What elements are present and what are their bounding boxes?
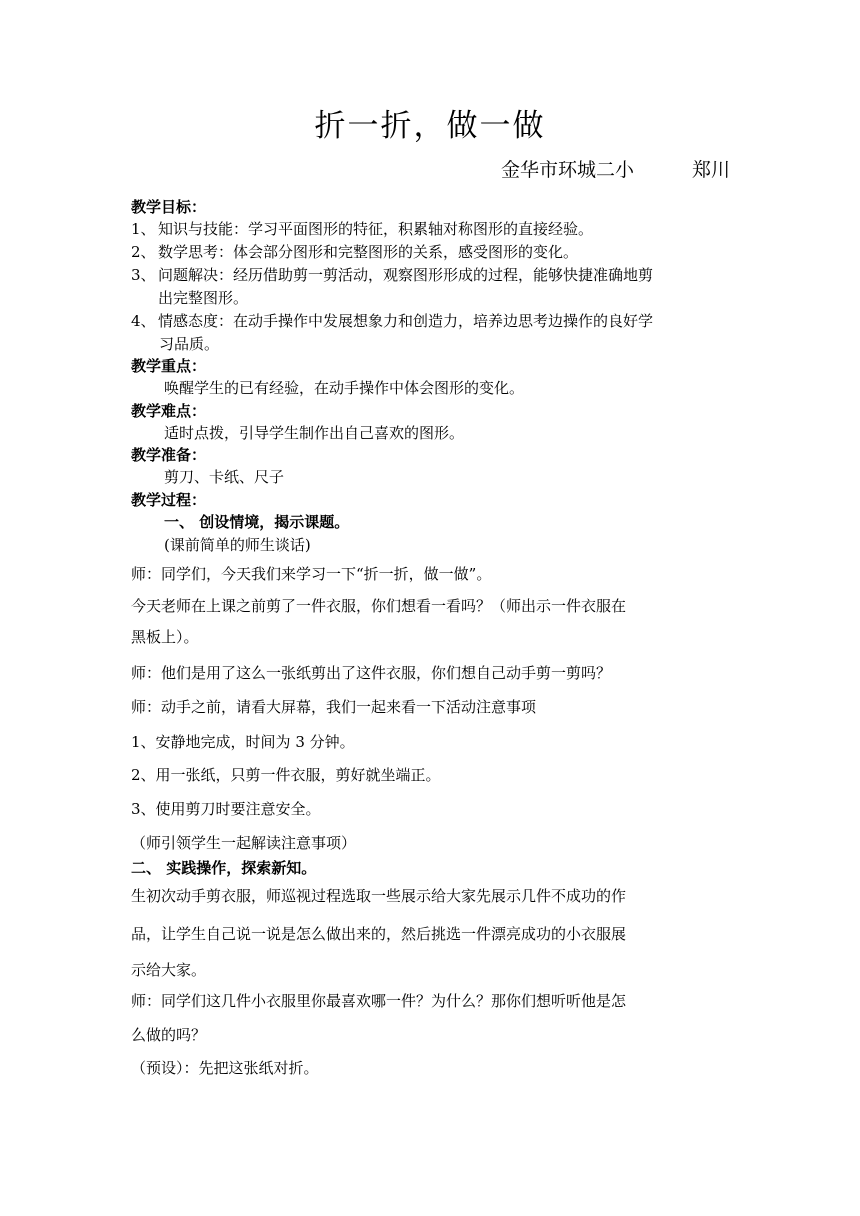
section-2-paragraph-2: 师：同学们这几件小衣服里你最喜欢哪一件？为什么？那你们想听听他是怎 bbox=[131, 992, 627, 1010]
section-2-paragraph-3: （预设）：先把这张纸对折。 bbox=[131, 1059, 319, 1077]
objective-item-2 bbox=[131, 241, 731, 263]
section-1-note: (课前简单的师生谈话) bbox=[164, 536, 311, 554]
objectives-heading: 教学目标： bbox=[131, 198, 207, 216]
section-2-paragraph-2-continued: 么做的吗？ bbox=[131, 1026, 207, 1044]
objective-text: 数学思考：体会部分图形和完整图形的关系，感受图形的变化。 bbox=[158, 243, 579, 261]
rule-item-2: 2、用一张纸，只剪一件衣服，剪好就坐端正。 bbox=[131, 766, 441, 784]
objective-number: 4、 bbox=[131, 312, 156, 330]
objective-text: 情感态度：在动手操作中发展想象力和创造力，培养边思考边操作的良好学 bbox=[158, 312, 654, 330]
objective-item-3-continued: 出完整图形。 bbox=[158, 289, 249, 307]
section-1-paragraph-4: 师：动手之前，请看大屏幕，我们一起来看一下活动注意事项 bbox=[131, 698, 537, 716]
objective-text: 知识与技能：学习平面图形的特征，积累轴对称图形的直接经验。 bbox=[158, 220, 594, 238]
document-title: 折一折，做一做 bbox=[314, 108, 546, 144]
rule-item-3: 3、使用剪刀时要注意安全。 bbox=[131, 800, 321, 818]
key-points-text: 唤醒学生的已有经验，在动手操作中体会图形的变化。 bbox=[164, 379, 525, 397]
objective-item-4 bbox=[131, 310, 731, 332]
author-school: 金华市环城二小 bbox=[500, 159, 634, 181]
author-line bbox=[501, 156, 730, 184]
section-1-paragraph-3: 师：他们是用了这么一张纸剪出了这件衣服，你们想自己动手剪一剪吗？ bbox=[131, 664, 612, 682]
objective-number: 1、 bbox=[131, 220, 156, 238]
section-2-heading: 二、 实践操作，探索新知。 bbox=[131, 859, 317, 877]
objective-item-4-continued: 习品质。 bbox=[159, 335, 220, 353]
objective-text: 问题解决：经历借助剪一剪活动，观察图形形成的过程，能够快捷准确地剪 bbox=[158, 266, 654, 284]
preparation-text: 剪刀、卡纸、尺子 bbox=[164, 468, 285, 486]
key-points-heading: 教学重点： bbox=[131, 357, 207, 375]
section-1-heading: 一、 创设情境，揭示课题。 bbox=[164, 513, 350, 531]
section-1-paragraph-2: 今天老师在上课之前剪了一件衣服，你们想看一看吗？（师出示一件衣服在 bbox=[131, 597, 627, 615]
section-2-paragraph-1-line-3: 示给大家。 bbox=[131, 961, 207, 979]
objective-number: 2、 bbox=[131, 243, 156, 261]
section-2-paragraph-1-line-2: 品，让学生自己说一说是怎么做出来的，然后挑选一件漂亮成功的小衣服展 bbox=[131, 925, 627, 943]
objective-number: 3、 bbox=[131, 266, 156, 284]
preparation-heading: 教学准备： bbox=[131, 446, 207, 464]
rule-item-1: 1、安静地完成，时间为 3 分钟。 bbox=[131, 733, 355, 751]
process-heading: 教学过程： bbox=[131, 491, 207, 509]
difficulties-heading: 教学难点： bbox=[131, 402, 207, 420]
rules-note: （师引领学生一起解读注意事项） bbox=[131, 834, 357, 852]
objective-item-1 bbox=[131, 218, 731, 240]
author-name: 郑川 bbox=[691, 159, 730, 181]
section-1-paragraph-1: 师：同学们，今天我们来学习一下“折一折，做一做”。 bbox=[131, 565, 492, 583]
section-2-paragraph-1: 生初次动手剪衣服，师巡视过程选取一些展示给大家先展示几件不成功的作 bbox=[131, 887, 627, 905]
difficulties-text: 适时点拨，引导学生制作出自己喜欢的图形。 bbox=[164, 424, 465, 442]
section-1-paragraph-2-continued: 黑板上）。 bbox=[131, 628, 199, 646]
objective-item-3 bbox=[131, 264, 731, 286]
